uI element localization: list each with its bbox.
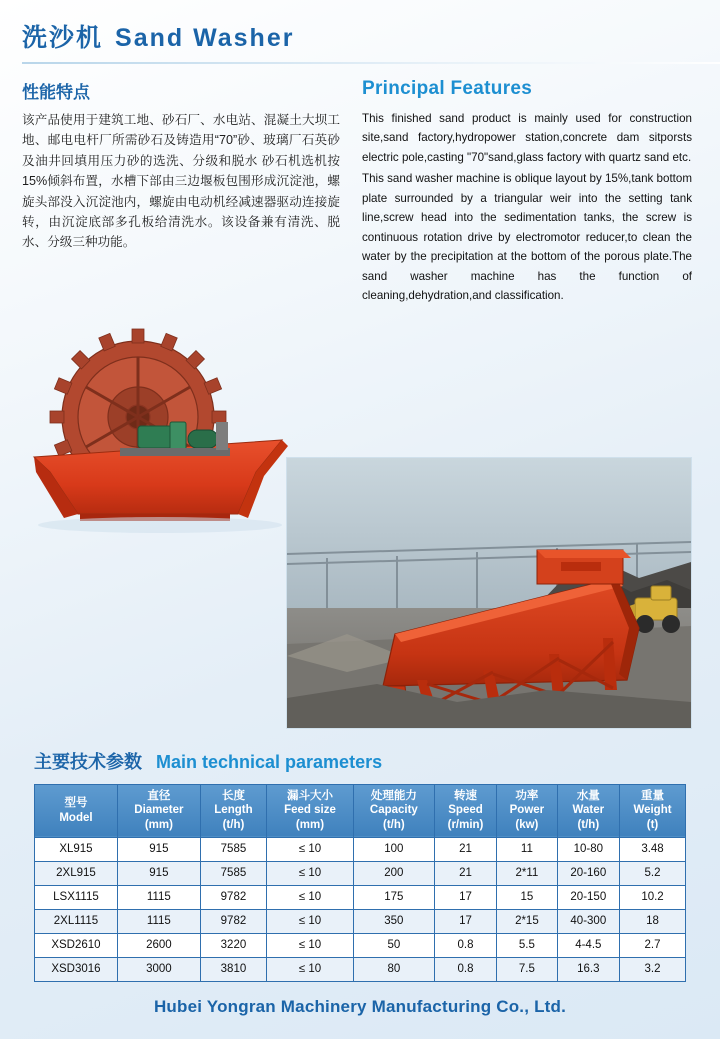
features-paragraph-en-2: This sand washer machine is oblique layout by 15%,tank bottom plate surrounded by a triangular weir into the setting tank line,screw head into the sedimentation tanks, the screw is continuous rotation drive by electromotor reducer,to clean the water by the precipitation at the bottom of the porous plate.The sand washer machine has the function of cleaning,dehydration,and classification.: [362, 172, 692, 303]
cell-capacity: 350: [353, 909, 434, 933]
product-images: [0, 312, 720, 742]
cell-weight: 3.2: [620, 957, 686, 981]
page-title-en: Sand Washer: [115, 24, 295, 52]
column-header-capacity: [353, 784, 434, 837]
column-header-unit: (kw): [515, 819, 539, 832]
features-title-en: Principal Features: [362, 78, 533, 99]
features-body-cn: [22, 110, 340, 253]
features-column-chinese: [22, 78, 340, 306]
cell-diameter: 915: [117, 837, 200, 861]
column-header-en: Feed size: [284, 804, 336, 817]
cell-power: 7.5: [497, 957, 557, 981]
column-header-en: Diameter: [134, 804, 184, 817]
cell-length: 9782: [200, 909, 266, 933]
features-section: [0, 64, 720, 306]
table-row: [35, 861, 686, 885]
column-header-cn: 功率: [515, 789, 539, 802]
cell-model: XSD2610: [35, 933, 118, 957]
column-header-unit: (t/h): [577, 819, 600, 832]
cell-power: 11: [497, 837, 557, 861]
cell-speed: 0.8: [434, 933, 496, 957]
column-header-en: Model: [59, 811, 93, 824]
column-header-speed: [434, 784, 496, 837]
column-header-water: [557, 784, 619, 837]
parameters-section: [0, 742, 720, 982]
cell-diameter: 915: [117, 861, 200, 885]
cell-model: 2XL915: [35, 861, 118, 885]
table-row: [35, 885, 686, 909]
features-column-english: [362, 78, 692, 306]
cell-weight: 3.48: [620, 837, 686, 861]
cell-length: 3220: [200, 933, 266, 957]
cell-power: 15: [497, 885, 557, 909]
cell-weight: 2.7: [620, 933, 686, 957]
cell-weight: 5.2: [620, 861, 686, 885]
cell-water: 4-4.5: [557, 933, 619, 957]
column-header-unit: (t/h): [222, 819, 245, 832]
cell-feed-size: ≤ 10: [267, 933, 354, 957]
column-header-en: Power: [509, 804, 545, 817]
table-row: [35, 837, 686, 861]
table-row: [35, 933, 686, 957]
parameters-title-cn: 主要技术参数: [34, 751, 142, 772]
column-header-cn: 长度: [221, 789, 245, 802]
column-header-en: Water: [572, 804, 605, 817]
column-header-en: Length: [214, 804, 253, 817]
cell-speed: 17: [434, 909, 496, 933]
cell-speed: 17: [434, 885, 496, 909]
column-header-feed-size: [267, 784, 354, 837]
column-header-en: Capacity: [369, 804, 418, 817]
table-header: [35, 784, 686, 837]
cell-feed-size: ≤ 10: [267, 861, 354, 885]
cell-water: 40-300: [557, 909, 619, 933]
column-header-diameter: [117, 784, 200, 837]
wheel-sand-washer-photo: [20, 322, 310, 562]
page-header: [0, 0, 720, 64]
table-body: [35, 837, 686, 981]
column-header-cn: 转速: [454, 789, 477, 802]
column-header-cn: 直径: [147, 789, 171, 802]
cell-length: 3810: [200, 957, 266, 981]
column-header-cn: 水量: [576, 789, 600, 802]
features-paragraph-cn: 该产品使用于建筑工地、砂石厂、水电站、混凝土大坝工地、邮电电杆厂所需砂石及铸造用“70”砂、玻璃厂石英砂及油井回填用压力砂的选洗、分级和脱水 砂石机选机按15%倾斜布置，水槽下部由三边堰板包围形成沉淀池，螺旋头部没入沉淀池内，螺旋由电动机经减速器驱动连接旋转，由沉淀底部多孔板给清洗水。该设备兼有清洗、脱水、分级三种功能。: [22, 113, 340, 250]
cell-capacity: 175: [353, 885, 434, 909]
cell-capacity: 50: [353, 933, 434, 957]
table-row: [35, 909, 686, 933]
cell-weight: 10.2: [620, 885, 686, 909]
cell-power: 2*15: [497, 909, 557, 933]
features-paragraph-en-1: This finished sand product is mainly used for construction site,sand factory,hydropower station,concrete dam sitporsts electric pole,casting "70"sand,glass factory with quartz sand etc.: [362, 112, 692, 164]
cell-capacity: 100: [353, 837, 434, 861]
cell-feed-size: ≤ 10: [267, 957, 354, 981]
column-header-unit: (r/min): [447, 819, 484, 832]
column-header-length: [200, 784, 266, 837]
parameters-title-en: Main technical parameters: [156, 751, 383, 772]
cell-weight: 18: [620, 909, 686, 933]
cell-feed-size: ≤ 10: [267, 837, 354, 861]
table-header-row: [35, 784, 686, 837]
column-header-cn: 型号: [64, 797, 88, 810]
cell-water: 20-150: [557, 885, 619, 909]
cell-diameter: 1115: [117, 909, 200, 933]
column-header-cn: 漏斗大小: [286, 789, 333, 802]
screw-sand-washer-photo: [286, 457, 692, 729]
company-footer: Hubei Yongran Machinery Manufacturing Co., Ltd.: [153, 997, 567, 1016]
cell-length: 7585: [200, 837, 266, 861]
specifications-table: [34, 784, 686, 982]
cell-diameter: 3000: [117, 957, 200, 981]
cell-power: 5.5: [497, 933, 557, 957]
column-header-en: Weight: [633, 804, 672, 817]
column-header-unit: (mm): [295, 819, 325, 832]
cell-speed: 0.8: [434, 957, 496, 981]
column-header-power: [497, 784, 557, 837]
page-title-cn: 洗沙机: [22, 24, 104, 52]
cell-model: 2XL1115: [35, 909, 118, 933]
cell-feed-size: ≤ 10: [267, 885, 354, 909]
table-row: [35, 957, 686, 981]
cell-length: 9782: [200, 885, 266, 909]
cell-length: 7585: [200, 861, 266, 885]
cell-speed: 21: [434, 837, 496, 861]
column-header-unit: (t): [646, 819, 659, 832]
cell-power: 2*11: [497, 861, 557, 885]
features-body-en: [362, 109, 692, 306]
column-header-weight: [620, 784, 686, 837]
features-title-cn: 性能特点: [22, 83, 90, 102]
cell-diameter: 2600: [117, 933, 200, 957]
parameters-title: [34, 748, 720, 774]
cell-model: LSX1115: [35, 885, 118, 909]
column-header-model: [35, 784, 118, 837]
column-header-en: Speed: [448, 804, 483, 817]
cell-capacity: 80: [353, 957, 434, 981]
cell-feed-size: ≤ 10: [267, 909, 354, 933]
cell-water: 20-160: [557, 861, 619, 885]
cell-model: XSD3016: [35, 957, 118, 981]
cell-diameter: 1115: [117, 885, 200, 909]
cell-speed: 21: [434, 861, 496, 885]
cell-water: 16.3: [557, 957, 619, 981]
cell-model: XL915: [35, 837, 118, 861]
cell-water: 10-80: [557, 837, 619, 861]
column-header-cn: 处理能力: [370, 789, 417, 802]
column-header-unit: (mm): [144, 819, 173, 832]
cell-capacity: 200: [353, 861, 434, 885]
column-header-unit: (t/h): [383, 819, 405, 832]
column-header-cn: 重量: [641, 789, 664, 802]
page-title: [22, 18, 720, 54]
